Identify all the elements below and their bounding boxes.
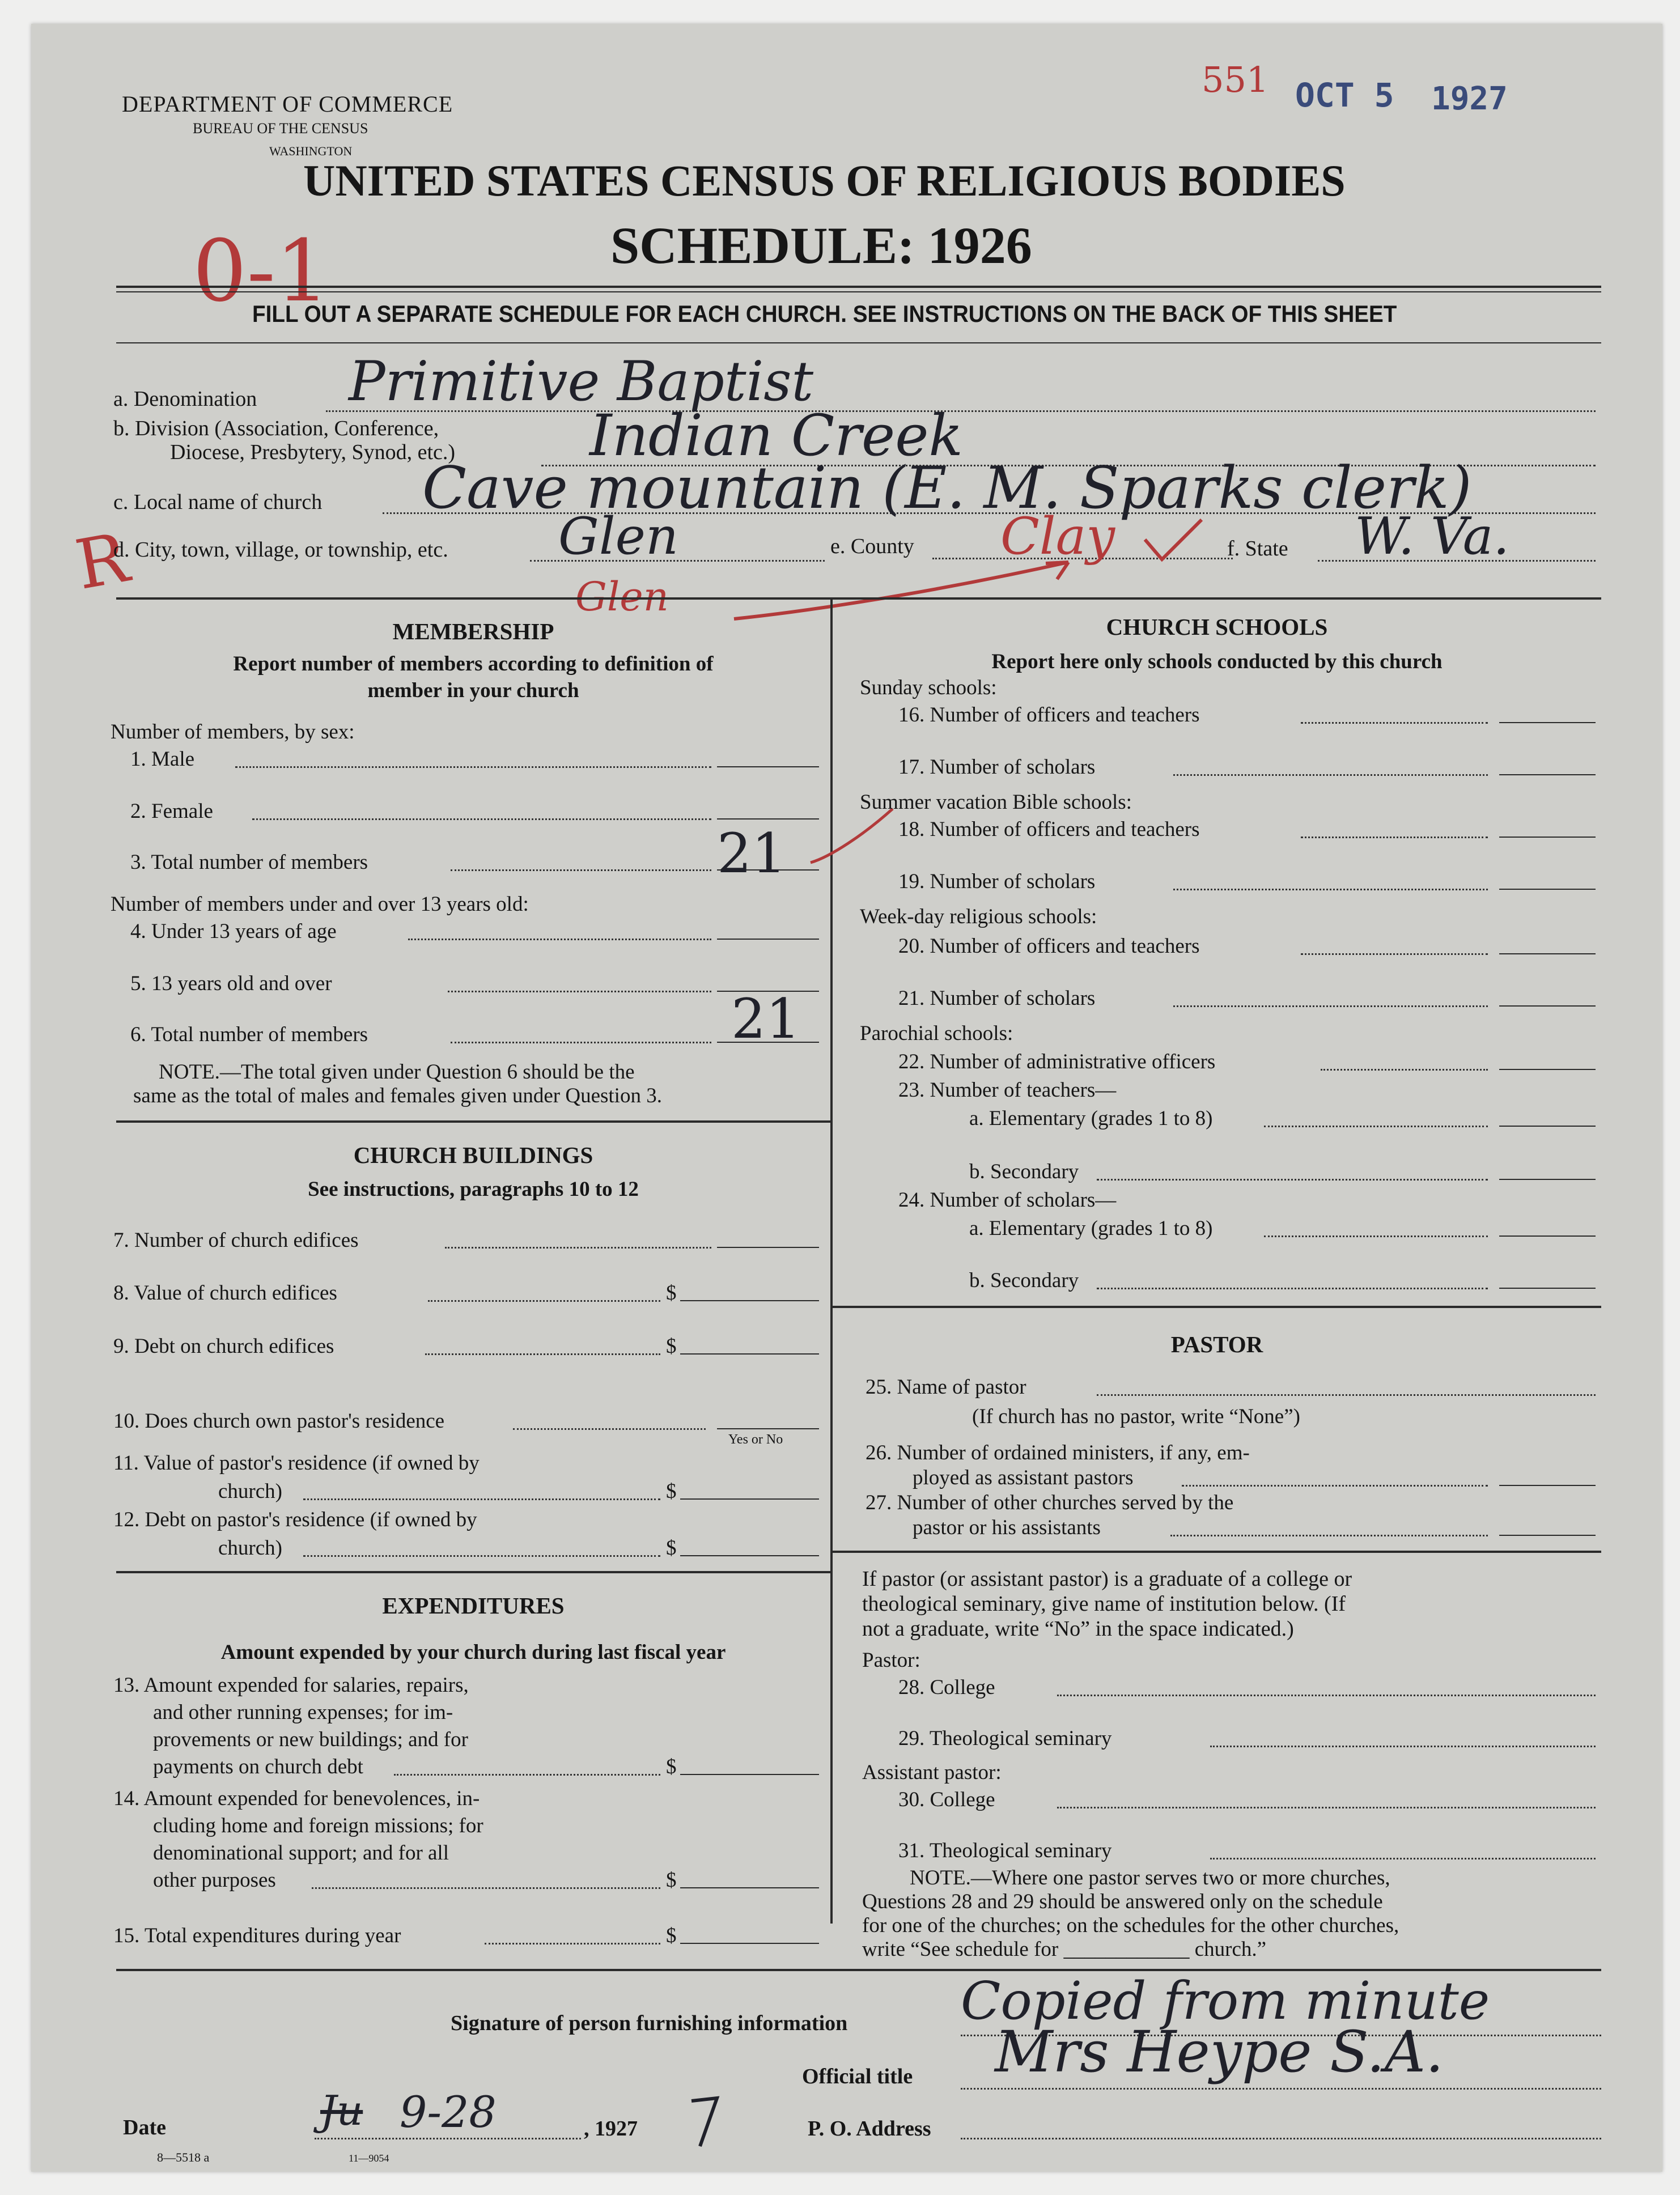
benevolences-label: 14. Amount expended for benevolences, in-: [113, 1787, 480, 1810]
pastor-note-3: for one of the churches; on the schedules for the other churches,: [862, 1914, 1399, 1937]
running-expenses-label: 13. Amount expended for salaries, repairs,: [113, 1674, 469, 1697]
buildings-subtitle: See instructions, paragraphs 10 to 12: [308, 1178, 639, 1201]
residence-value-field[interactable]: [680, 1498, 819, 1500]
local-name-label: c. Local name of church: [113, 490, 323, 514]
local-name-value[interactable]: Cave mountain (E. M. Sparks clerk): [422, 455, 1472, 522]
scholars-secondary-line: [1097, 1288, 1488, 1289]
column-divider: [830, 597, 833, 1924]
county-value[interactable]: Clay: [1000, 507, 1115, 566]
schedule-title: SCHEDULE: 1926: [610, 216, 1032, 274]
teachers-label: 23. Number of teachers—: [898, 1079, 1117, 1102]
dollar-sign: $: [666, 1480, 677, 1503]
female-label: 2. Female: [130, 800, 213, 823]
teachers-elementary-field[interactable]: [1499, 1126, 1596, 1127]
running-expenses-label-3: provements or new buildings; and for: [153, 1728, 468, 1751]
weekday-officers-label: 20. Number of officers and teachers: [898, 935, 1200, 958]
graduate-instructions: If pastor (or assistant pastor) is a graduate of a college or: [862, 1567, 1352, 1591]
teachers-secondary-label: b. Secondary: [969, 1160, 1079, 1183]
church-schools-title: CHURCH SCHOOLS: [1106, 614, 1328, 640]
assistant-ministers-line: [1182, 1485, 1488, 1487]
edifices-value-label: 8. Value of church edifices: [113, 1281, 337, 1305]
weekday-schools-label: Week-day religious schools:: [860, 905, 1097, 928]
weekday-scholars-line: [1173, 1005, 1488, 1007]
city-value[interactable]: Glen: [558, 507, 678, 566]
pastor-note-4: write “See schedule for ____________ church.”: [862, 1938, 1267, 1961]
benevolences-line: [312, 1887, 660, 1889]
summer-scholars-line: [1173, 889, 1488, 890]
summer-officers-field[interactable]: [1499, 837, 1596, 838]
date-label: Date: [123, 2116, 166, 2139]
running-expenses-label-4: payments on church debt: [153, 1755, 363, 1778]
buildings-title: CHURCH BUILDINGS: [353, 1142, 593, 1168]
denomination-value[interactable]: Primitive Baptist: [349, 350, 814, 413]
bureau-name: BUREAU OF THE CENSUS: [193, 120, 368, 137]
graduate-instructions-2: theological seminary, give name of institution below. (If: [862, 1592, 1346, 1616]
sunday-scholars-label: 17. Number of scholars: [898, 755, 1096, 779]
divider: [833, 1306, 1601, 1308]
scholars-label: 24. Number of scholars—: [898, 1188, 1117, 1212]
red-check-mark-icon: [808, 806, 898, 874]
other-churches-label-2: pastor or his assistants: [913, 1516, 1101, 1539]
admin-officers-line: [1321, 1069, 1488, 1071]
benevolences-label-2: cluding home and foreign missions; for: [153, 1814, 483, 1837]
scholars-secondary-label: b. Secondary: [969, 1269, 1079, 1292]
stamp-date: OCT 5: [1295, 76, 1394, 114]
state-value[interactable]: W. Va.: [1355, 507, 1509, 566]
print-number: 11—9054: [349, 2152, 389, 2164]
scholars-elementary-line: [1264, 1236, 1488, 1237]
division-value[interactable]: Indian Creek: [589, 402, 963, 469]
dollar-sign: $: [666, 1335, 677, 1358]
dollar-sign: $: [666, 1755, 677, 1778]
total-by-age-label: 6. Total number of members: [130, 1023, 368, 1046]
sunday-schools-label: Sunday schools:: [860, 676, 997, 699]
city-name: WASHINGTON: [269, 144, 353, 158]
male-line: [235, 766, 711, 768]
pastor-label: Pastor:: [862, 1649, 920, 1672]
edifices-count-field[interactable]: [717, 1247, 819, 1248]
under-13-line: [408, 939, 711, 940]
dollar-sign: $: [666, 1869, 677, 1892]
official-title-label: Official title: [802, 2065, 913, 2088]
parochial-schools-label: Parochial schools:: [860, 1022, 1013, 1045]
edifices-debt-label: 9. Debt on church edifices: [113, 1335, 334, 1358]
edifices-count-label: 7. Number of church edifices: [113, 1229, 359, 1252]
total-by-age-line: [451, 1042, 711, 1043]
teachers-elementary-line: [1264, 1126, 1488, 1127]
date-line: [315, 2138, 581, 2139]
state-label: f. State: [1227, 537, 1288, 561]
stamp-year: 1927: [1431, 80, 1508, 117]
assistant-college-field[interactable]: [1057, 1807, 1596, 1808]
residence-debt-label-2: church): [218, 1536, 282, 1560]
teachers-elementary-label: a. Elementary (grades 1 to 8): [969, 1107, 1213, 1130]
divider: [116, 597, 1601, 600]
expenditures-subtitle: Amount expended by your church during last fiscal year: [220, 1641, 726, 1664]
red-mark: 0-1: [193, 222, 330, 321]
total-expenditures-label: 15. Total expenditures during year: [113, 1924, 401, 1947]
admin-officers-label: 22. Number of administrative officers: [898, 1050, 1216, 1073]
pastor-college-field[interactable]: [1057, 1695, 1596, 1696]
teachers-secondary-field[interactable]: [1499, 1179, 1596, 1180]
assistant-ministers-label-2: ployed as assistant pastors: [913, 1466, 1134, 1489]
dollar-sign: $: [666, 1281, 677, 1305]
sunday-scholars-line: [1173, 774, 1488, 776]
other-churches-line: [1170, 1535, 1488, 1536]
check-mark-icon: [1142, 517, 1204, 562]
weekday-scholars-field[interactable]: [1499, 1005, 1596, 1007]
membership-subtitle-2: member in your church: [367, 679, 579, 702]
male-field[interactable]: [717, 766, 819, 767]
assistant-ministers-field[interactable]: [1499, 1485, 1596, 1486]
running-expenses-line: [394, 1774, 660, 1776]
church-schools-subtitle: Report here only schools conducted by this church: [991, 650, 1443, 673]
date-strike: Ju: [320, 2087, 363, 2134]
other-churches-field[interactable]: [1499, 1535, 1596, 1536]
pastor-note: NOTE.—Where one pastor serves two or more churches,: [910, 1866, 1390, 1890]
dollar-sign: $: [666, 1536, 677, 1560]
total-members-line: [451, 869, 711, 871]
membership-subtitle: Report number of members according to definition of: [233, 652, 714, 676]
sunday-officers-field[interactable]: [1499, 722, 1596, 723]
divider: [116, 291, 1601, 292]
residence-value-line: [303, 1498, 660, 1500]
official-title-line: [961, 2088, 1601, 2090]
official-title-value[interactable]: Mrs Heype S.A.: [995, 2019, 1444, 2085]
teachers-secondary-line: [1097, 1179, 1488, 1181]
admin-officers-field[interactable]: [1499, 1069, 1596, 1070]
residence-debt-label: 12. Debt on pastor's residence (if owned by: [113, 1508, 477, 1531]
edifices-count-line: [445, 1247, 711, 1249]
divider: [116, 1120, 830, 1123]
sunday-officers-line: [1301, 722, 1488, 724]
pastor-name-line[interactable]: [1097, 1394, 1596, 1396]
total-expenditures-field[interactable]: [680, 1943, 819, 1944]
running-expenses-label-2: and other running expenses; for im-: [153, 1701, 453, 1724]
department-name: DEPARTMENT OF COMMERCE: [122, 91, 453, 117]
edifices-value-line: [428, 1300, 660, 1302]
assistant-seminary-field[interactable]: [1210, 1858, 1596, 1859]
membership-title: MEMBERSHIP: [392, 618, 554, 644]
owns-residence-label: 10. Does church own pastor's residence: [113, 1409, 445, 1433]
division-label-2: Diocese, Presbytery, Synod, etc.): [170, 440, 456, 464]
pastor-college-label: 28. College: [898, 1676, 995, 1699]
pastor-name-label: 25. Name of pastor: [866, 1375, 1026, 1399]
po-address-field[interactable]: [961, 2138, 1601, 2139]
pastor-note-2: Questions 28 and 29 should be answered only on the schedule: [862, 1890, 1383, 1913]
divider: [833, 1551, 1601, 1553]
city-red-correction: Glen: [575, 574, 669, 620]
female-line: [252, 818, 711, 820]
owns-residence-field[interactable]: [717, 1428, 819, 1429]
scholars-elementary-field[interactable]: [1499, 1236, 1596, 1237]
handwritten-seven-icon: [689, 2092, 723, 2149]
assistant-seminary-label: 31. Theological seminary: [898, 1839, 1112, 1862]
dollar-sign: $: [666, 1924, 677, 1947]
owns-residence-line: [513, 1428, 706, 1430]
weekday-officers-field[interactable]: [1499, 953, 1596, 954]
total-by-age-value[interactable]: 21: [731, 987, 801, 1051]
yes-no-hint: Yes or No: [728, 1432, 783, 1447]
pastor-seminary-label: 29. Theological seminary: [898, 1727, 1112, 1750]
form-title: UNITED STATES CENSUS OF RELIGIOUS BODIES: [303, 156, 1346, 205]
summer-schools-label: Summer vacation Bible schools:: [860, 791, 1132, 814]
expenditures-title: EXPENDITURES: [382, 1593, 565, 1619]
residence-debt-field[interactable]: [680, 1555, 819, 1556]
sunday-scholars-field[interactable]: [1499, 774, 1596, 775]
total-members-value[interactable]: 21: [717, 822, 787, 885]
scholars-secondary-field[interactable]: [1499, 1288, 1596, 1289]
city-label: d. City, town, village, or township, etc.: [113, 538, 448, 562]
total-members-label: 3. Total number of members: [130, 851, 368, 874]
form-number: 8—5518 a: [157, 2150, 210, 2164]
po-address-label: P. O. Address: [808, 2117, 931, 2141]
over-13-line: [448, 991, 711, 992]
sunday-officers-label: 16. Number of officers and teachers: [898, 703, 1200, 727]
edifices-value-field[interactable]: [680, 1300, 819, 1301]
members-by-age-label: Number of members under and over 13 years old:: [111, 893, 529, 916]
assistant-ministers-label: 26. Number of ordained ministers, if any, em-: [866, 1441, 1250, 1464]
division-label: b. Division (Association, Conference,: [113, 417, 439, 440]
members-by-sex-label: Number of members, by sex:: [111, 720, 355, 744]
county-label: e. County: [830, 534, 914, 558]
stamp-number: 551: [1202, 59, 1269, 100]
membership-note-2: same as the total of males and females given under Question 3.: [133, 1084, 662, 1107]
signature-label: Signature of person furnishing information: [451, 2011, 848, 2035]
benevolences-label-3: denominational support; and for all: [153, 1841, 449, 1865]
under-13-label: 4. Under 13 years of age: [130, 920, 337, 943]
weekday-officers-line: [1301, 953, 1488, 955]
benevolences-field[interactable]: [680, 1887, 819, 1888]
residence-debt-line: [303, 1555, 660, 1557]
female-field[interactable]: [717, 818, 819, 820]
pastor-title: PASTOR: [1170, 1331, 1263, 1357]
signature-value[interactable]: Copied from minute: [961, 1971, 1490, 2031]
over-13-label: 5. 13 years old and over: [130, 972, 332, 995]
divider: [116, 286, 1601, 288]
divider: [116, 342, 1601, 343]
benevolences-label-4: other purposes: [153, 1869, 276, 1892]
summer-officers-label: 18. Number of officers and teachers: [898, 818, 1200, 841]
red-margin-mark: R: [70, 519, 134, 605]
assistant-college-label: 30. College: [898, 1788, 995, 1811]
residence-value-label-2: church): [218, 1480, 282, 1503]
date-value[interactable]: 9-28: [400, 2087, 497, 2137]
weekday-scholars-label: 21. Number of scholars: [898, 987, 1096, 1010]
summer-scholars-label: 19. Number of scholars: [898, 870, 1096, 893]
under-13-field[interactable]: [717, 939, 819, 940]
male-label: 1. Male: [130, 748, 195, 771]
edifices-debt-field[interactable]: [680, 1353, 819, 1355]
scholars-elementary-label: a. Elementary (grades 1 to 8): [969, 1217, 1213, 1240]
instruction-line: FILL OUT A SEPARATE SCHEDULE FOR EACH CHURCH. SEE INSTRUCTIONS ON THE BACK OF THIS SHEET: [252, 300, 1397, 327]
running-expenses-field[interactable]: [680, 1774, 819, 1775]
denomination-label: a. Denomination: [113, 387, 257, 411]
residence-value-label: 11. Value of pastor's residence (if owned by: [113, 1451, 480, 1475]
date-year: , 1927: [584, 2117, 638, 2141]
summer-scholars-field[interactable]: [1499, 889, 1596, 890]
census-schedule-form: [31, 24, 1662, 2172]
pastor-name-hint: (If church has no pastor, write “None”): [972, 1405, 1300, 1428]
membership-note: NOTE.—The total given under Question 6 should be the: [159, 1060, 635, 1084]
summer-officers-line: [1301, 837, 1488, 838]
graduate-instructions-3: not a graduate, write “No” in the space indicated.): [862, 1617, 1294, 1641]
assistant-pastor-label: Assistant pastor:: [862, 1761, 1002, 1784]
other-churches-label: 27. Number of other churches served by the: [866, 1491, 1234, 1514]
divider: [116, 1571, 830, 1573]
edifices-debt-line: [425, 1353, 660, 1355]
total-expenditures-line: [485, 1943, 660, 1944]
pastor-seminary-field[interactable]: [1210, 1746, 1596, 1747]
